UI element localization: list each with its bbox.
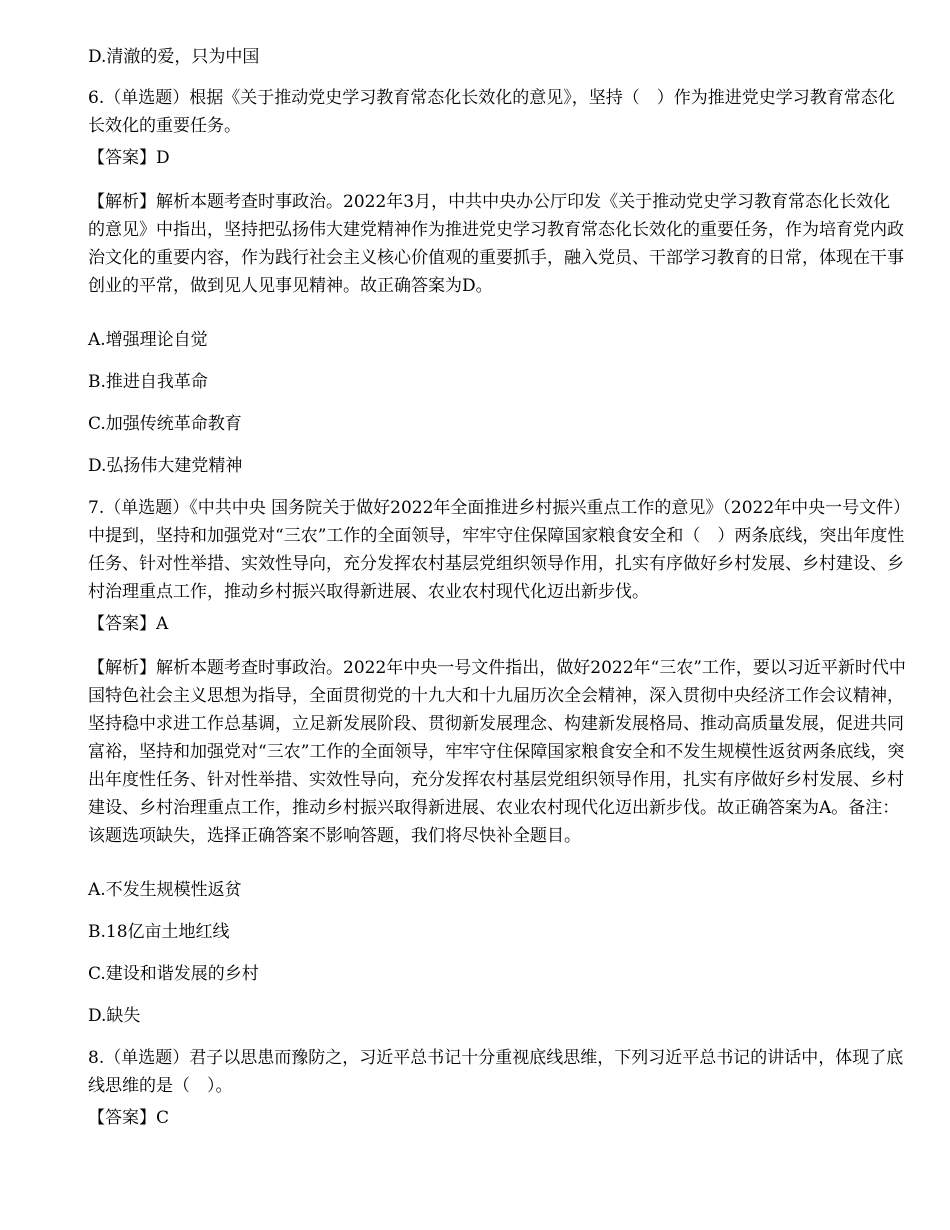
q7-option-b: B.18亿亩土地红线 (88, 922, 230, 942)
q6-option-c: C.加强传统革命教育 (88, 414, 242, 434)
q6-analysis: 【解析】解析本题考查时事政治。2022年3月，中共中央办公厅印发《关于推动党史学习教育常态化长效化的意见》中指出，坚持把弘扬伟大建党精神作为推进党史学习教育常态化长效化的重要任务，作为培育党内政治文化的重要内容，作为践行社会主义核心价值观的重要抓手，融入党员、干部学习教育的日常，体现在干事创业的平常，做到见人见事见精神。故正确答案为D。 (88, 192, 904, 296)
q8-question: 8.（单选题）君子以思患而豫防之，习近平总书记十分重视底线思维，下列习近平总书记的讲话中，体现了底线思维的是（ ）。 (88, 1048, 904, 1096)
q6-option-d: D.弘扬伟大建党精神 (88, 456, 243, 476)
q7-option-a: A.不发生规模性返贫 (88, 880, 242, 900)
q5-option-d: D.清澈的爱，只为中国 (88, 47, 260, 67)
q7-analysis: 【解析】解析本题考查时事政治。2022年中央一号文件指出，做好2022年“三农”工作，要以习近平新时代中国特色社会主义思想为指导，全面贯彻党的十九大和十九届历次全会精神，深入贯彻中央经济工作会议精神，坚持稳中求进工作总基调，立足新发展阶段、贯彻新发展理念、构建新发展格局、推动高质量发展，促进共同富裕，坚持和加强党对“三农”工作的全面领导，牢牢守住保障国家粮食安全和不发生规模性返贫两条底线，突出年度性任务、针对性举措、实效性导向，充分发挥农村基层党组织领导作用，扎实有序做好乡村发展、乡村建设、乡村治理重点工作，推动乡村振兴取得新进展、农业农村现代化迈出新步伐。故正确答案为A。备注：该题选项缺失，选择正确答案不影响答题，我们将尽快补全题目。 (88, 658, 906, 846)
q7-option-d: D.缺失 (88, 1006, 141, 1026)
q6-answer: 【答案】D (88, 148, 170, 168)
q7-question: 7.（单选题）《中共中央 国务院关于做好2022年全面推进乡村振兴重点工作的意见》（2022年中央一号文件）中提到，坚持和加强党对“三农”工作的全面领导，牢牢守住保障国家粮食安全和（ ）两条底线，突出年度性任务、针对性举措、实效性导向，充分发挥农村基层党组织领导作用，扎实有序做好乡村发展、乡村建设、乡村治理重点工作，推动乡村振兴取得新进展、农业农村现代化迈出新步伐。 (88, 498, 905, 602)
q6-option-b: B.推进自我革命 (88, 372, 208, 392)
q6-option-a: A.增强理论自觉 (88, 330, 208, 350)
q8-answer: 【答案】C (88, 1108, 170, 1128)
q7-option-c: C.建设和谐发展的乡村 (88, 964, 259, 984)
q7-answer: 【答案】A (88, 614, 169, 634)
q6-question: 6.（单选题）根据《关于推动党史学习教育常态化长效化的意见》，坚持（ ）作为推进党史学习教育常态化长效化的重要任务。 (88, 88, 895, 136)
